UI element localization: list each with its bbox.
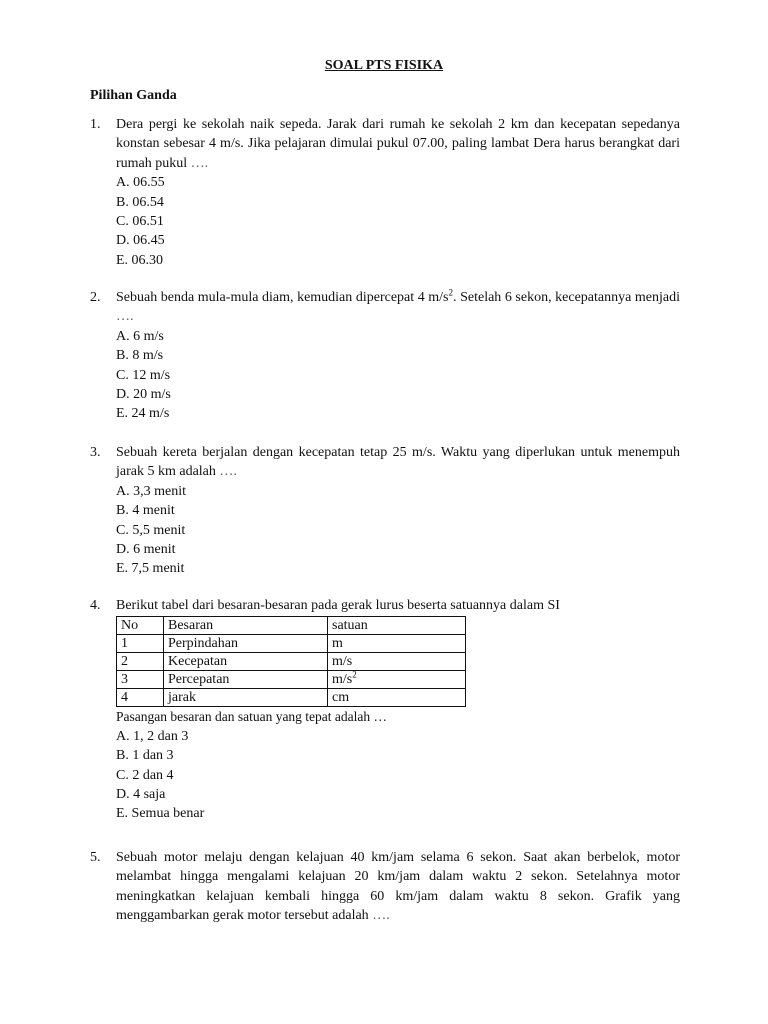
table-cell: $m/s^2$ xyxy=(328,671,466,689)
option-c: C. 12 m/s xyxy=(116,367,171,383)
question-text: Berikut tabel dari besaran-besaran pada gerak lurus beserta satuannya dalam SI xyxy=(116,598,560,613)
question-5 xyxy=(90,848,680,926)
option-e: E. 06.30 xyxy=(116,252,164,268)
question-number: 4. xyxy=(90,598,101,613)
question-1 xyxy=(90,115,680,270)
question-number: 2. xyxy=(90,290,101,305)
table-row xyxy=(117,671,466,689)
table-cell: 3 xyxy=(117,671,164,689)
question-2 xyxy=(90,288,680,424)
option-c: C. 5,5 menit xyxy=(116,522,186,538)
question-text: Sebuah benda mula-mula diam, kemudian dipercepat 4 $m/s^2$. Setelah 6 sekon, kecepatannya menjadi …. xyxy=(116,287,681,325)
option-c: C. 2 dan 4 xyxy=(116,767,174,783)
page-title: SOAL PTS FISIKA xyxy=(324,58,444,73)
question-text: Dera pergi ke sekolah naik sepeda. Jarak dari rumah ke sekolah 2 km dan kecepatan sepedanya konstan sebesar 4 m/s. Jika pelajaran dimulai pukul 07.00, paling lambat Dera harus berangkat dari rumah pukul …. xyxy=(116,117,680,171)
table-row xyxy=(117,689,466,707)
question-text: Sebuah kereta berjalan dengan kecepatan tetap 25 m/s. Waktu yang diperlukan untuk menempuh jarak 5 km adalah …. xyxy=(116,445,680,480)
option-d: D. 20 m/s xyxy=(116,387,171,403)
question-prompt: Pasangan besaran dan satuan yang tepat adalah … xyxy=(116,709,388,725)
option-b: B. 1 dan 3 xyxy=(116,748,174,764)
question-number: 1. xyxy=(90,117,101,132)
units-table xyxy=(116,616,466,707)
question-number: 3. xyxy=(90,445,101,460)
question-text: Sebuah motor melaju dengan kelajuan 40 km/jam selama 6 sekon. Saat akan berbelok, motor melambat hingga mengalami kelajuan 20 km/jam dalam waktu 2 sekon. Setelahnya motor meningkatkan kelajuan kembali hingga 60 km/jam dalam waktu 8 sekon. Grafik yang menggambarkan gerak motor tersebut adalah …. xyxy=(116,850,680,924)
table-header: satuan xyxy=(328,617,466,635)
table-header: No xyxy=(117,617,164,635)
option-b: B. 4 menit xyxy=(116,503,175,519)
option-b: B. 8 m/s xyxy=(116,348,164,364)
option-a: A. 06.55 xyxy=(116,175,165,191)
option-a: A. 1, 2 dan 3 xyxy=(116,728,189,744)
table-cell: 2 xyxy=(117,653,164,671)
table-cell: m/s xyxy=(328,653,466,671)
table-row xyxy=(117,635,466,653)
table-cell: 4 xyxy=(117,689,164,707)
option-b: B. 06.54 xyxy=(116,194,164,210)
option-d: D. 4 saja xyxy=(116,787,166,803)
table-cell: jarak xyxy=(164,689,328,707)
option-c: C. 06.51 xyxy=(116,214,164,230)
table-cell: 1 xyxy=(117,635,164,653)
option-e: E. 24 m/s xyxy=(116,406,170,422)
table-cell: Kecepatan xyxy=(164,653,328,671)
question-3 xyxy=(90,443,680,579)
option-a: A. 3,3 menit xyxy=(116,483,186,499)
option-d: D. 06.45 xyxy=(116,233,165,249)
table-header: Besaran xyxy=(164,617,328,635)
option-a: A. 6 m/s xyxy=(116,328,164,344)
section-heading: Pilihan Ganda xyxy=(90,88,177,103)
table-cell: Percepatan xyxy=(164,671,328,689)
option-d: D. 6 menit xyxy=(116,542,176,558)
table-header-row xyxy=(117,617,466,635)
question-number: 5. xyxy=(90,850,101,865)
table-cell: cm xyxy=(328,689,466,707)
option-e: E. Semua benar xyxy=(116,806,205,822)
table-row xyxy=(117,653,466,671)
option-e: E. 7,5 menit xyxy=(116,561,185,577)
table-cell: Perpindahan xyxy=(164,635,328,653)
question-4 xyxy=(90,596,680,824)
table-cell: m xyxy=(328,635,466,653)
